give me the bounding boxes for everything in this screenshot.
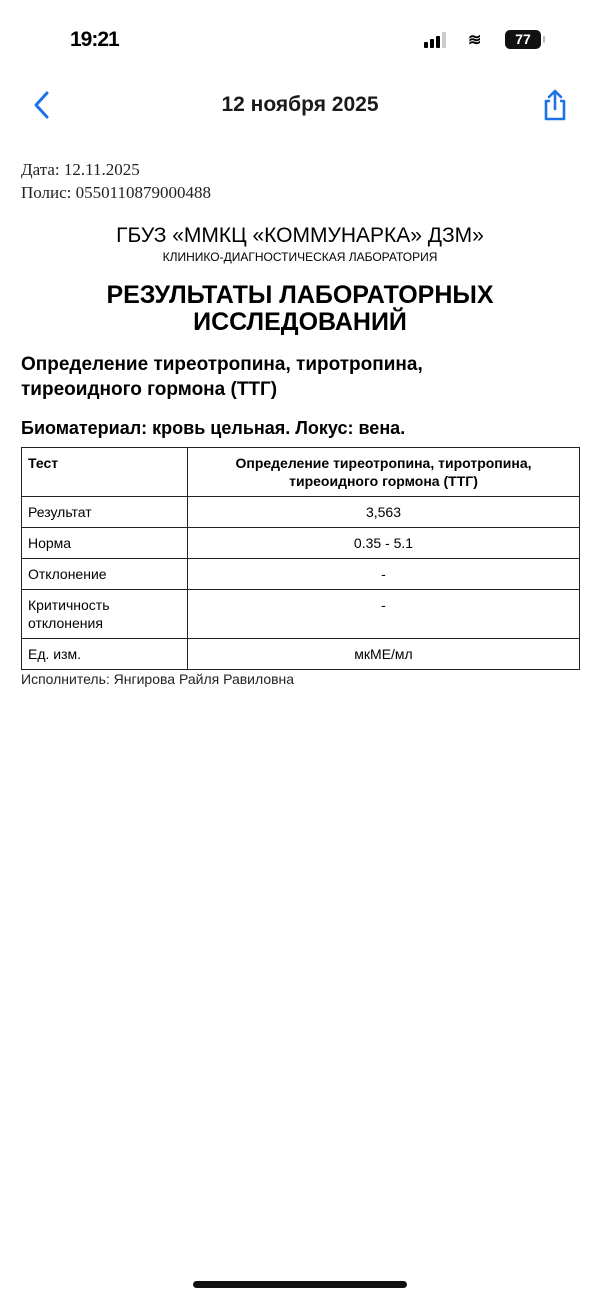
row-value: - bbox=[188, 590, 580, 639]
organization-name: ГБУЗ «ММКЦ «КОММУНАРКА» ДЗМ» bbox=[116, 224, 484, 247]
status-bar bbox=[0, 28, 600, 56]
row-value: - bbox=[188, 559, 580, 590]
row-value: 0.35 - 5.1 bbox=[188, 528, 580, 559]
share-button[interactable] bbox=[541, 88, 569, 127]
table-row bbox=[22, 590, 580, 639]
biomaterial: Биоматериал: кровь цельная. Локус: вена. bbox=[21, 418, 406, 438]
nav-bar bbox=[0, 86, 600, 126]
header-cell: Тест bbox=[22, 448, 188, 497]
row-value: 3,563 bbox=[188, 497, 580, 528]
table-header bbox=[22, 448, 580, 497]
table-row bbox=[22, 639, 580, 670]
table-row bbox=[22, 559, 580, 590]
row-label: Отклонение bbox=[22, 559, 188, 590]
document-title: РЕЗУЛЬТАТЫ ЛАБОРАТОРНЫХ ИССЛЕДОВАНИЙ bbox=[106, 281, 494, 336]
home-indicator[interactable] bbox=[193, 1281, 407, 1288]
battery-icon: 77 bbox=[505, 30, 541, 49]
row-label: Критичность отклонения bbox=[22, 590, 188, 639]
share-icon bbox=[541, 88, 569, 122]
row-value: мкМЕ/мл bbox=[188, 639, 580, 670]
test-name: Определение тиреотропина, тиротропина, тиреоидного гормона (ТТГ) bbox=[21, 354, 423, 400]
header-cell: Определение тиреотропина, тиротропина, тиреоидного гормона (ТТГ) bbox=[188, 448, 580, 497]
row-label: Норма bbox=[22, 528, 188, 559]
wifi-icon: ≋ bbox=[468, 32, 482, 49]
row-label: Ед. изм. bbox=[22, 639, 188, 670]
signal-icon bbox=[424, 32, 446, 48]
status-time: 19:21 bbox=[70, 28, 119, 51]
page-title: 12 ноября 2025 bbox=[221, 93, 379, 116]
executor: Исполнитель: Янгирова Райля Равиловна bbox=[21, 671, 295, 687]
lab-name: КЛИНИКО-ДИАГНОСТИЧЕСКАЯ ЛАБОРАТОРИЯ bbox=[162, 250, 438, 264]
document-date: Дата: 12.11.2025 bbox=[21, 160, 140, 179]
results-table bbox=[21, 447, 580, 670]
policy-number: Полис: 0550110879000488 bbox=[21, 183, 212, 202]
table-row bbox=[22, 528, 580, 559]
table-row bbox=[22, 497, 580, 528]
row-label: Результат bbox=[22, 497, 188, 528]
